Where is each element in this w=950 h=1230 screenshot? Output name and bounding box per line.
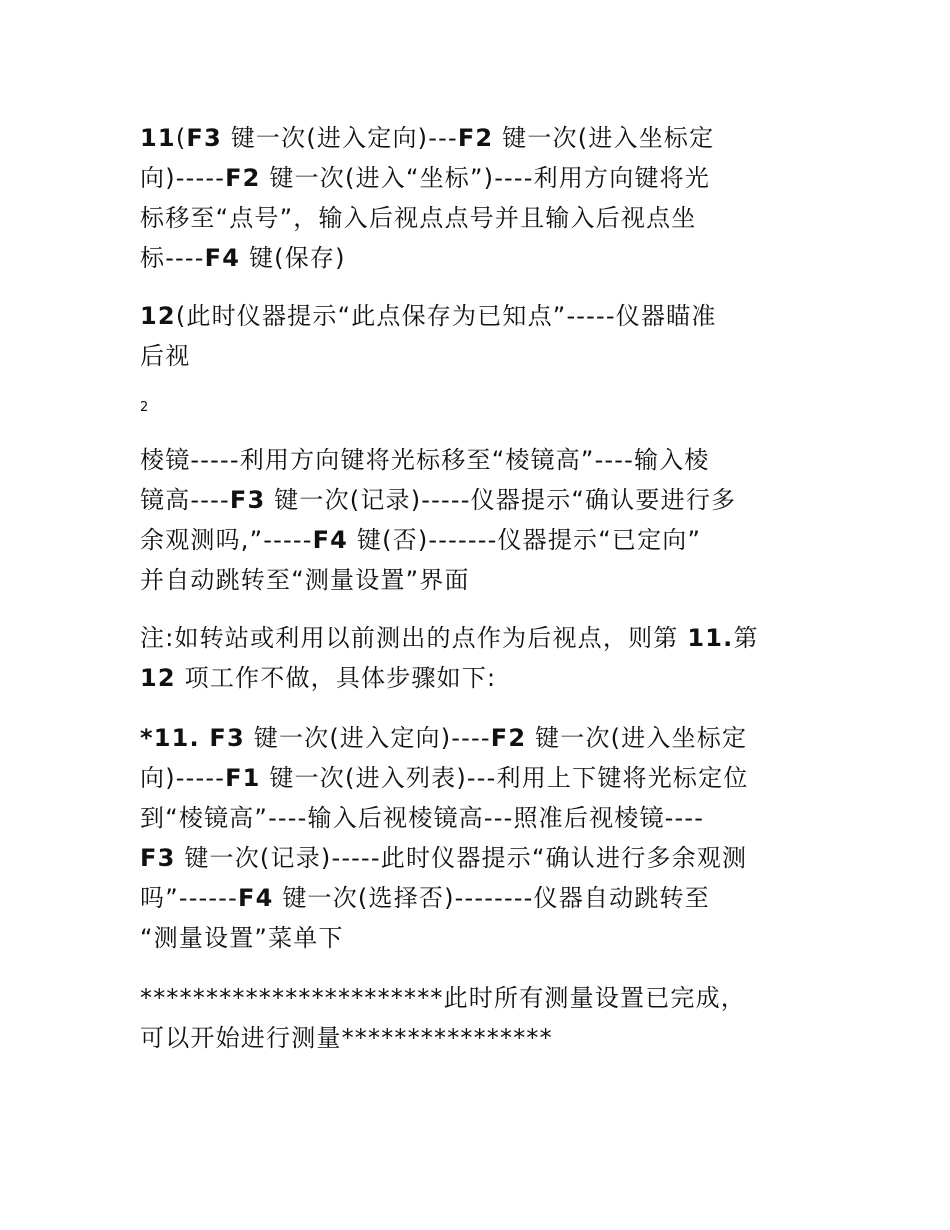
text-run: 向)----- (140, 764, 226, 792)
text-run: 键一次(记录)-----此时仪器提示“确认进行多余观测 (175, 844, 748, 872)
text-line (140, 758, 820, 798)
key-label: F4 (238, 884, 274, 912)
text-line (140, 480, 820, 520)
key-label: F1 (225, 764, 261, 792)
text-line (140, 158, 820, 198)
text-run: 项工作不做，具体步骤如下: (175, 664, 497, 692)
completion-paragraph (140, 978, 820, 1058)
text-line: “测量设置”菜单下 (140, 924, 344, 952)
step-number: 12 (140, 664, 176, 692)
alt-step-11-paragraph (140, 718, 820, 958)
text-run: 镜高---- (140, 486, 230, 514)
key-label: F3 (186, 124, 222, 152)
text-run: 键一次(进入“坐标”)----利用方向键将光 (260, 164, 711, 192)
text-line: 可以开始进行测量**************** (140, 1024, 553, 1052)
text-line: 标移至“点号”，输入后视点点号并且输入后视点坐 (140, 204, 697, 232)
key-label: F2 (457, 124, 494, 152)
text-run: 键(否)-------仪器提示“已定向” (348, 526, 702, 554)
text-line (140, 838, 820, 878)
key-label: F3 (140, 844, 176, 872)
text-line (140, 520, 820, 560)
text-line (140, 878, 820, 918)
text-run: 键(保存) (240, 244, 346, 272)
note-paragraph (140, 618, 820, 698)
document-page (140, 118, 820, 1058)
step-12-paragraph (140, 296, 820, 376)
key-label: F4 (312, 526, 349, 554)
text-run: 键一次(进入列表)---利用上下键将光标定位 (260, 764, 749, 792)
step-number: 11. (687, 624, 734, 652)
text-line: 到“棱镜高”----输入后视棱镜高---照准后视棱镜---- (140, 804, 705, 832)
text-line (140, 238, 820, 278)
text-line (140, 718, 820, 758)
step-number: 11 (140, 124, 176, 152)
key-label: F4 (204, 244, 241, 272)
text-run: 余观测吗,”----- (140, 526, 313, 554)
text-run: 键一次(进入坐标定 (526, 724, 748, 752)
text-run: 键一次(选择否)--------仪器自动跳转至 (273, 884, 710, 912)
text-run: 标---- (140, 244, 205, 272)
text-line (140, 118, 820, 158)
text-line (140, 296, 820, 336)
text-run: 键一次(进入定向)--- (221, 124, 458, 152)
key-label: F2 (225, 164, 261, 192)
text-line: ***********************此时所有测量设置已完成， (140, 984, 746, 1012)
text-line (140, 658, 820, 698)
text-run: 键一次(进入坐标定 (493, 124, 715, 152)
text-run: 键一次(记录)-----仪器提示“确认要进行多 (265, 486, 737, 514)
text-line: 后视 (140, 342, 191, 370)
text-run: 第 (733, 624, 759, 652)
text-line: 棱镜-----利用方向键将光标移至“棱镜高”----输入棱 (140, 446, 710, 474)
key-label: F3 (229, 486, 266, 514)
text-run: 注:如转站或利用以前测出的点作为后视点，则第 (140, 624, 688, 652)
step-number: *11. F3 (140, 724, 245, 752)
text-line (140, 618, 820, 658)
text-run: 向)----- (140, 164, 226, 192)
text-run: 键一次(进入定向)---- (244, 724, 491, 752)
prism-height-paragraph (140, 440, 820, 600)
text-run: 吗”------ (140, 884, 238, 912)
step-number: 12 (140, 302, 176, 330)
step-11-paragraph (140, 118, 820, 278)
key-label: F2 (490, 724, 527, 752)
text-run: ( (175, 124, 187, 152)
text-line: 并自动跳转至“测量设置”界面 (140, 566, 470, 594)
page-number: 2 (140, 400, 149, 415)
text-run: (此时仪器提示“此点保存为已知点”-----仪器瞄准 (175, 302, 717, 330)
